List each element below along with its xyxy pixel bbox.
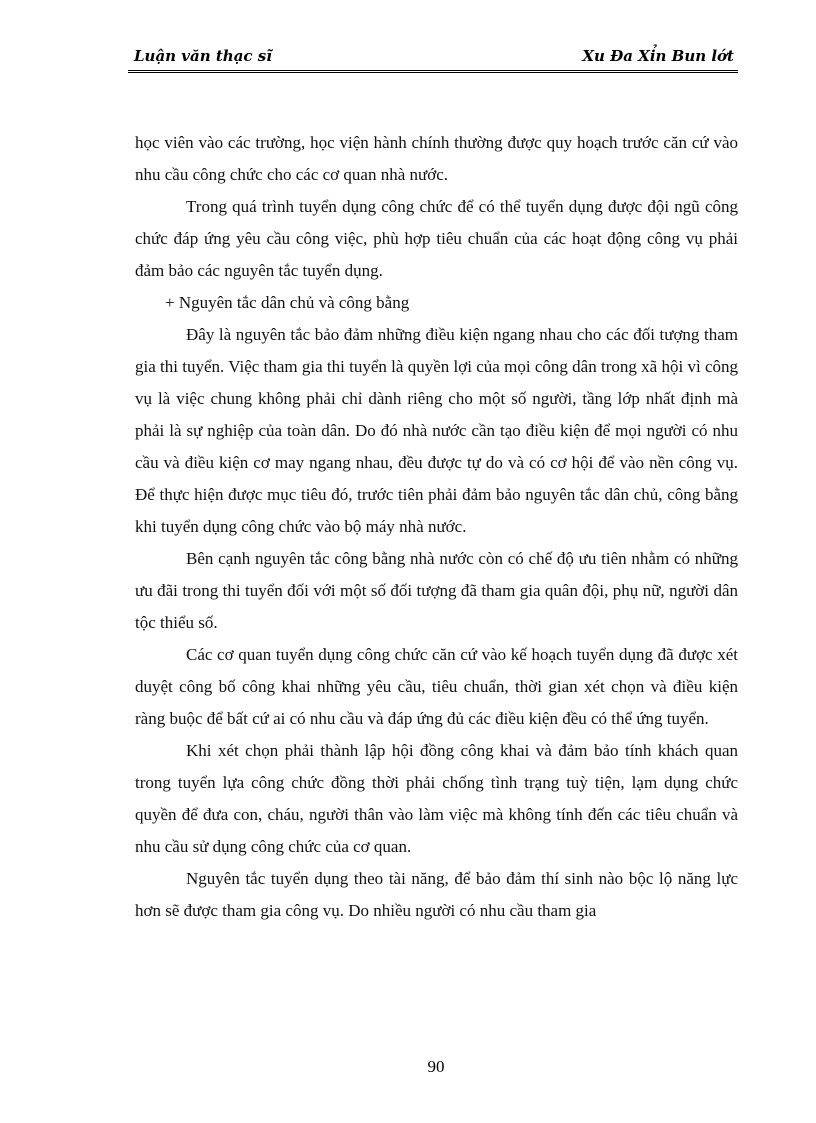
header-thesis-label: Luận văn thạc sĩ [134, 47, 272, 65]
paragraph: Nguyên tắc tuyển dụng theo tài năng, để bảo đảm thí sinh nào bộc lộ năng lực hơn sẽ được tham gia công vụ. Do nhiều người có nhu cầu tham gia [135, 869, 738, 920]
paragraph: Đây là nguyên tắc bảo đảm những điều kiện ngang nhau cho các đối tượng tham gia thi tuyển. Việc tham gia thi tuyển là quyền lợi của mọi công dân trong xã hội vì công vụ là việc chung không phải chỉ dành riêng cho một số người, tầng lớp nhất định mà phải là sự nghiệp của toàn dân. Do đó nhà nước cần tạo điều kiện để mọi người có nhu cầu và điều kiện cơ may ngang nhau, đều được tự do và có cơ hội để vào nền công vụ. Để thực hiện được mục tiêu đó, trước tiên phải đảm bảo nguyên tắc dân chủ, công bằng khi tuyển dụng công chức vào bộ máy nhà nước. [135, 325, 738, 536]
page-number: 90 [427, 1057, 445, 1076]
paragraph: Các cơ quan tuyển dụng công chức căn cứ vào kế hoạch tuyển dụng đã được xét duyệt công bố công khai những yêu cầu, tiêu chuẩn, thời gian xét chọn và điều kiện ràng buộc để bất cứ ai có nhu cầu và đáp ứng đủ các điều kiện đều có thể ứng tuyển. [135, 645, 738, 728]
list-item-principle: + Nguyên tắc dân chủ và công bằng [165, 293, 410, 312]
paragraph: Khi xét chọn phải thành lập hội đồng công khai và đảm bảo tính khách quan trong tuyển lựa công chức đồng thời phải chống tình trạng tuỳ tiện, lạm dụng chức quyền để đưa con, cháu, người thân vào làm việc mà không tính đến các tiêu chuẩn và nhu cầu sử dụng công chức của cơ quan. [135, 741, 738, 856]
paragraph-continuation: học viên vào các trường, học viện hành chính thường được quy hoạch trước căn cứ vào nhu cầu công chức cho các cơ quan nhà nước. [135, 133, 738, 184]
body-text [135, 127, 738, 927]
paragraph: Bên cạnh nguyên tắc công bằng nhà nước còn có chế độ ưu tiên nhằm có những ưu đãi trong thi tuyển đối với một số đối tượng đã tham gia quân đội, phụ nữ, người dân tộc thiểu số. [135, 549, 738, 632]
header-author-name: Xu Đa Xỉn Bun lớt [582, 47, 734, 65]
header-divider [128, 70, 738, 73]
paragraph: Trong quá trình tuyển dụng công chức để có thể tuyển dụng được đội ngũ công chức đáp ứng yêu cầu công việc, phù hợp tiêu chuẩn của các hoạt động công vụ phải đảm bảo các nguyên tắc tuyển dụng. [135, 197, 738, 280]
